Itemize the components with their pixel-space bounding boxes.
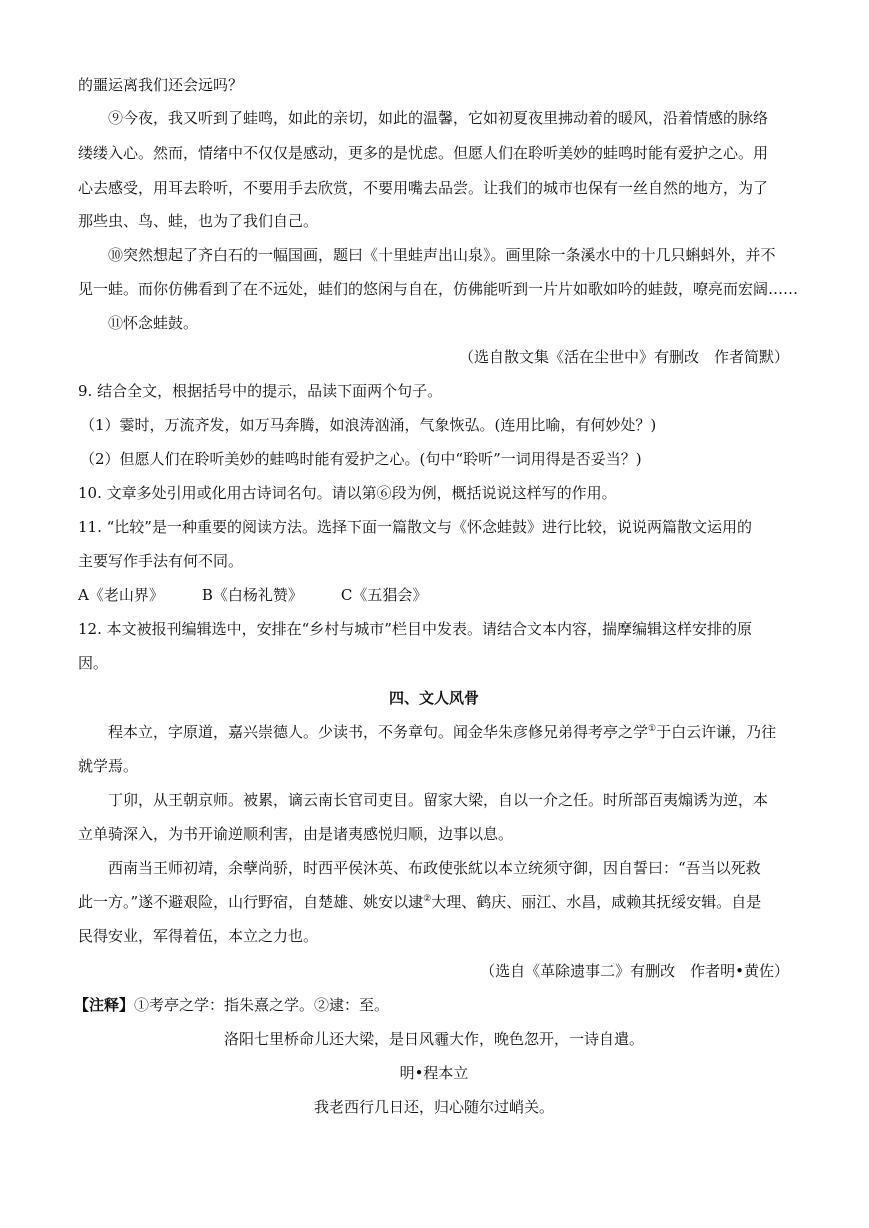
- classical-para-3-line-1: 西南当王师初靖，余孽尚骄，时西平侯沐英、布政使张紞以本立统须守御，因自誓曰：“吾当以死救: [108, 859, 761, 877]
- classical-para-3-line-2: 此一方。”遂不避艰险，山行野宿，自楚雄、姚安以逮②大理、鹤庆、丽江、水昌，咸赖其抚绥安辑。自是: [78, 893, 762, 911]
- footnote-2-mark: ②: [423, 894, 432, 904]
- section-4-title: 四、文人风骨: [388, 689, 479, 707]
- classical-source: （选自《革除遗事二》有删改 作者明•黄佐）: [480, 962, 789, 980]
- poem-title: 洛阳七里桥命儿还大梁，是日风霾大作，晚色忽开，一诗自遣。: [223, 1030, 644, 1048]
- paragraph-9-line-2: 缕缕入心。然而，情绪中不仅仅是感动，更多的是忧虑。但愿人们在聆听美妙的蛙鸣时能有爱护之心。用: [78, 144, 769, 162]
- question-12-line-1: 12. 本文被报刊编辑选中，安排在“乡村与城市”栏目中发表。请结合文本内容，揣摩编辑这样安排的原: [78, 620, 752, 638]
- poem-line-1: 我老西行几日还，归心随尔过峭关。: [313, 1098, 554, 1116]
- annotation-text: ①考亭之学：指朱熹之学。②逮：至。: [134, 996, 390, 1014]
- paragraph-9-line-1: ⑨今夜，我又听到了蛙鸣，如此的亲切，如此的温馨，它如初夏夜里拂动着的暖风，沿着情感的脉络: [108, 109, 769, 127]
- question-11-options: [78, 585, 790, 605]
- question-9-1: （1）霎时，万流齐发，如万马奔腾，如浪涛汹涌，气象恢弘。(连用比喻，有何妙处？): [80, 416, 657, 434]
- classical-para-2-line-1: 丁卯，从王朝京师。被累，谪云南长官司吏目。留家大梁，自以一介之任。时所部百夷煽诱为逆，本: [108, 791, 769, 809]
- annotation: [74, 995, 786, 1015]
- passage-source: （选自散文集《活在尘世中》有删改 作者简默）: [458, 348, 789, 366]
- annotation-label: 【注释】: [74, 996, 135, 1014]
- classical-para-3-line-3: 民得安业，军得着伍，本立之力也。: [78, 927, 319, 945]
- paragraph-9-line-3: 心去感受，用耳去聆听，不要用手去欣赏，不要用嘴去品尝。让我们的城市也保有一丝自然的地方，为了: [78, 179, 769, 197]
- classical-para-1-line-1: 程本立，字原道，嘉兴崇德人。少读书，不务章句。闻金华朱彦修兄弟得考亭之学①于白云许谦，乃往: [108, 723, 777, 741]
- question-9: 9. 结合全文，根据括号中的提示，品读下面两个句子。: [78, 382, 443, 400]
- question-10: 10. 文章多处引用或化用古诗词名句。请以第⑥段为例，概括说说这样写的作用。: [78, 484, 617, 502]
- question-12-line-2: 因。: [78, 654, 109, 672]
- paragraph-9-line-4: 那些虫、鸟、蛙，也为了我们自己。: [78, 212, 319, 230]
- option-a: A《老山界》: [78, 586, 164, 604]
- classical-para-1-line-2: 就学焉。: [78, 757, 139, 775]
- footnote-1-mark: ①: [648, 724, 657, 734]
- question-11-line-2: 主要写作手法有何不同。: [78, 552, 244, 570]
- passage-line: 的噩运离我们还会远吗？: [78, 76, 244, 94]
- paragraph-10-line-2: 见一蛙。而你仿佛看到了在不远处，蛙们的悠闲与自在，仿佛能听到一片片如歌如吟的蛙鼓，嘹亮而宏阔……: [78, 280, 799, 298]
- paragraph-10-line-1: ⑩突然想起了齐白石的一幅国画，题曰《十里蛙声出山泉》。画里除一条溪水中的十几只蝌蚪外，并不: [108, 246, 776, 264]
- question-11-line-1: 11. “比较”是一种重要的阅读方法。选择下面一篇散文与《怀念蛙鼓》进行比较，说说两篇散文运用的: [78, 518, 752, 536]
- option-b: B《白杨礼赞》: [201, 586, 303, 604]
- poem-author: 明•程本立: [399, 1064, 469, 1082]
- paragraph-11: ⑪怀念蛙鼓。: [108, 314, 199, 332]
- classical-para-2-line-2: 立单骑深入，为书开谕逆顺利害，由是诸夷感悦归顺，边事以息。: [78, 825, 514, 843]
- option-c: C《五猖会》: [340, 586, 428, 604]
- question-9-2: （2）但愿人们在聆听美妙的蛙鸣时能有爱护之心。(句中“聆听”一词用得是否妥当？): [80, 450, 642, 468]
